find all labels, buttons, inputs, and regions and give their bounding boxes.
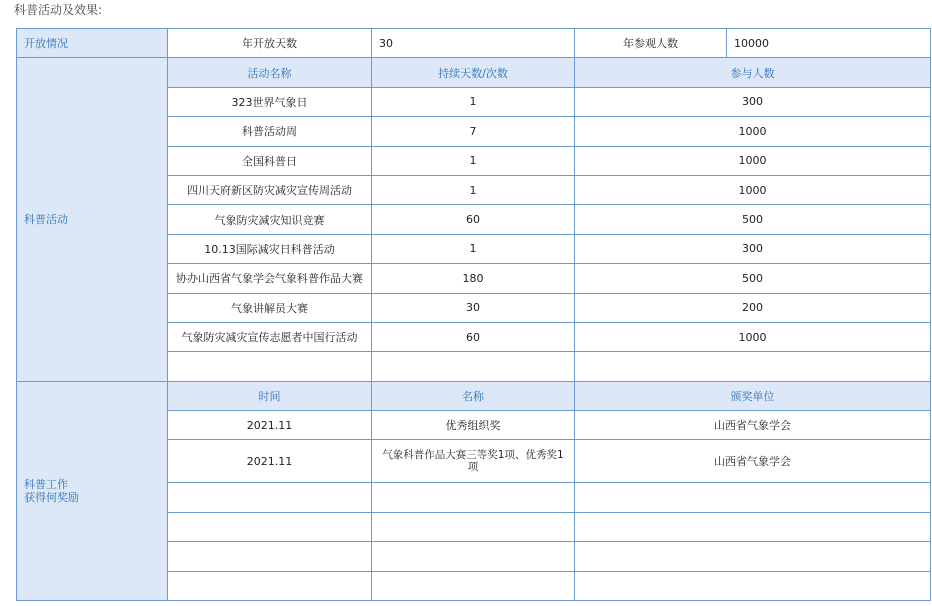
activity-name: 气象防灾减灾知识竞赛: [168, 205, 372, 234]
activity-participants: 300: [575, 234, 931, 263]
opening-days-value: 30: [372, 29, 575, 58]
empty-cell: [575, 542, 931, 571]
awards-header-row: [17, 381, 931, 410]
activities-header-participants: 参与人数: [575, 58, 931, 87]
empty-cell: [168, 542, 372, 571]
activity-participants: 1000: [575, 146, 931, 175]
award-time: 2021.11: [168, 440, 372, 483]
activity-name: 四川天府新区防灾减灾宣传周活动: [168, 175, 372, 204]
activity-name: 科普活动周: [168, 117, 372, 146]
activity-participants: 500: [575, 264, 931, 293]
award-issuer: 山西省气象学会: [575, 411, 931, 440]
opening-visitors-value: 10000: [727, 29, 931, 58]
activity-days: 60: [372, 322, 575, 351]
activity-participants: 200: [575, 293, 931, 322]
activity-name: 323世界气象日: [168, 87, 372, 116]
activities-header-row: [17, 58, 931, 87]
awards-label-line1: 科普工作: [24, 477, 68, 491]
activity-days: 60: [372, 205, 575, 234]
activities-header-days: 持续天数/次数: [372, 58, 575, 87]
activity-days: 7: [372, 117, 575, 146]
empty-cell: [372, 483, 575, 512]
activity-name: 10.13国际减灾日科普活动: [168, 234, 372, 263]
opening-row: [17, 29, 931, 58]
empty-cell: [372, 542, 575, 571]
activities-label: 科普活动: [17, 58, 168, 381]
opening-label: 开放情况: [17, 29, 168, 58]
empty-cell: [372, 571, 575, 600]
opening-visitors-label: 年参观人数: [575, 29, 727, 58]
activity-name: 气象防灾减灾宣传志愿者中国行活动: [168, 322, 372, 351]
activity-name: 协办山西省气象学会气象科普作品大赛: [168, 264, 372, 293]
activity-days: 30: [372, 293, 575, 322]
opening-days-label: 年开放天数: [168, 29, 372, 58]
activity-days: 1: [372, 175, 575, 204]
activity-participants: 300: [575, 87, 931, 116]
empty-cell: [575, 571, 931, 600]
awards-label-line2: 获得何奖励: [24, 490, 79, 504]
activity-participants: 1000: [575, 322, 931, 351]
activities-header-name: 活动名称: [168, 58, 372, 87]
award-time: 2021.11: [168, 411, 372, 440]
empty-cell: [372, 352, 575, 381]
activity-name: 气象讲解员大赛: [168, 293, 372, 322]
empty-cell: [575, 512, 931, 541]
empty-cell: [168, 352, 372, 381]
awards-label: [17, 381, 168, 600]
activity-days: 1: [372, 87, 575, 116]
awards-header-issuer: 颁奖单位: [575, 381, 931, 410]
activity-name: 全国科普日: [168, 146, 372, 175]
science-activities-table: [16, 28, 931, 601]
activity-days: 1: [372, 234, 575, 263]
activity-days: 180: [372, 264, 575, 293]
activity-participants: 1000: [575, 175, 931, 204]
empty-cell: [168, 483, 372, 512]
award-name: 气象科普作品大赛三等奖1项、优秀奖1项: [372, 440, 575, 483]
award-issuer: 山西省气象学会: [575, 440, 931, 483]
awards-header-time: 时间: [168, 381, 372, 410]
empty-cell: [168, 512, 372, 541]
empty-cell: [575, 483, 931, 512]
award-name: 优秀组织奖: [372, 411, 575, 440]
section-title: 科普活动及效果:: [14, 3, 103, 17]
empty-cell: [575, 352, 931, 381]
activity-participants: 500: [575, 205, 931, 234]
empty-cell: [168, 571, 372, 600]
empty-cell: [372, 512, 575, 541]
activity-days: 1: [372, 146, 575, 175]
awards-header-name: 名称: [372, 381, 575, 410]
activity-participants: 1000: [575, 117, 931, 146]
